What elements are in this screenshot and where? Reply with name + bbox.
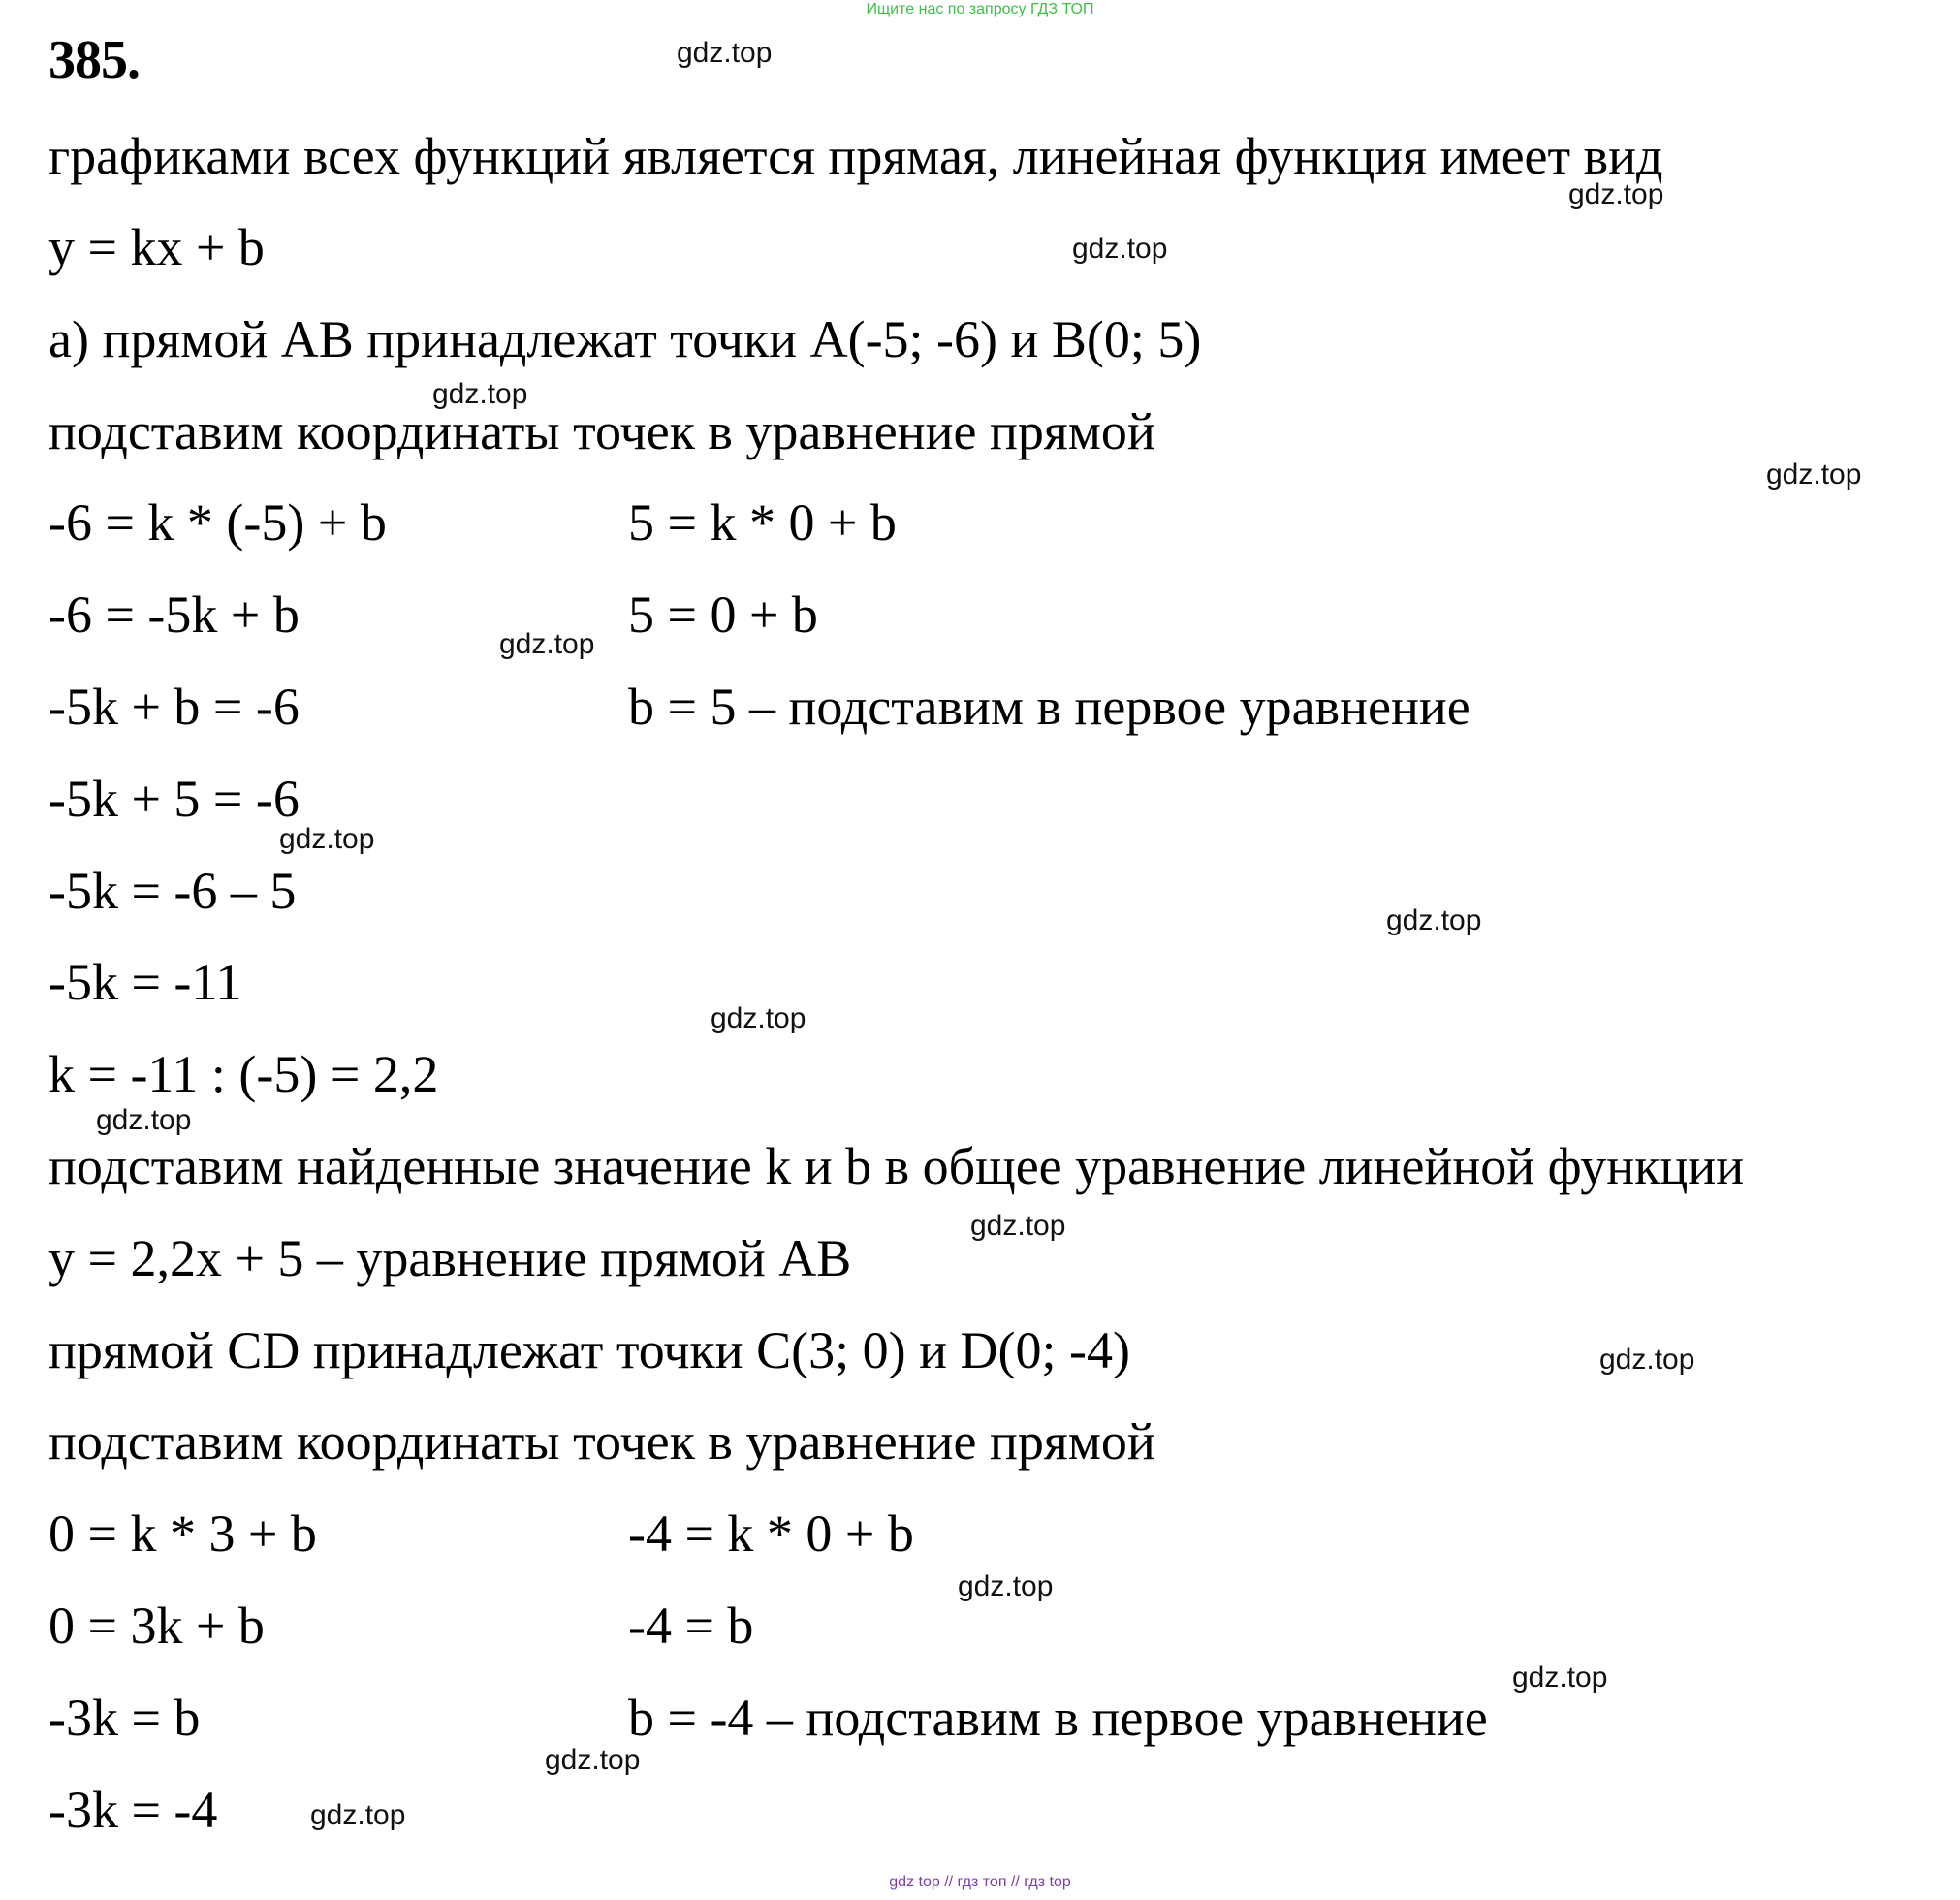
part-a-line: а) прямой AB принадлежат точки A(-5; -6) и B(0; 5) <box>48 310 1202 368</box>
ab-left-4: -5k + 5 = -6 <box>48 770 300 828</box>
substitute-line-1: подставим координаты точек в уравнение прямой <box>48 402 1155 460</box>
watermark: gdz.top <box>1512 1662 1608 1694</box>
watermark: gdz.top <box>1568 178 1664 210</box>
watermark: gdz.top <box>958 1570 1054 1602</box>
substitute-found-line: подставим найденные значение k и b в общее уравнение линейной функции <box>48 1137 1745 1195</box>
part-cd-line: прямой CD принадлежат точки C(3; 0) и D(0; -4) <box>48 1321 1130 1379</box>
watermark: gdz.top <box>279 823 375 855</box>
ab-left-3: -5k + b = -6 <box>48 678 300 736</box>
ab-left-2: -6 = -5k + b <box>48 586 300 644</box>
ab-right-3: b = 5 – подставим в первое уравнение <box>628 678 1470 736</box>
cd-left-1: 0 = k * 3 + b <box>48 1504 317 1563</box>
ab-left-7: k = -11 : (-5) = 2,2 <box>48 1045 439 1103</box>
watermark: gdz.top <box>711 1002 806 1034</box>
ab-result-line: y = 2,2x + 5 – уравнение прямой AB <box>48 1229 852 1287</box>
watermark: gdz.top <box>1766 459 1862 491</box>
ab-left-1: -6 = k * (-5) + b <box>48 493 387 552</box>
cd-right-1: -4 = k * 0 + b <box>628 1504 914 1563</box>
cd-right-3: b = -4 – подставим в первое уравнение <box>628 1689 1488 1747</box>
footer-note: gdz top // гдз топ // гдз top <box>889 1874 1071 1890</box>
watermark: gdz.top <box>1072 233 1168 265</box>
general-equation: y = kx + b <box>48 218 265 276</box>
ab-left-6: -5k = -11 <box>48 953 242 1011</box>
cd-left-4: -3k = -4 <box>48 1781 218 1839</box>
cd-left-3: -3k = b <box>48 1689 201 1747</box>
watermark: gdz.top <box>499 628 595 660</box>
ab-right-2: 5 = 0 + b <box>628 586 818 644</box>
problem-number: 385. <box>48 30 140 90</box>
watermark: gdz.top <box>1599 1344 1695 1376</box>
ab-right-1: 5 = k * 0 + b <box>628 493 897 552</box>
watermark: gdz.top <box>310 1799 406 1831</box>
watermark: gdz.top <box>677 37 773 69</box>
watermark: gdz.top <box>970 1210 1066 1242</box>
substitute-line-2: подставим координаты точек в уравнение прямой <box>48 1412 1155 1471</box>
cd-right-2: -4 = b <box>628 1597 754 1655</box>
watermark: gdz.top <box>1386 904 1482 936</box>
ab-left-5: -5k = -6 – 5 <box>48 862 297 920</box>
header-note: Ищите нас по запросу ГДЗ ТОП <box>866 1 1094 17</box>
watermark: gdz.top <box>545 1744 641 1776</box>
watermark: gdz.top <box>432 378 528 410</box>
intro-line: графиками всех функций является прямая, линейная функция имеет вид <box>48 127 1663 185</box>
cd-left-2: 0 = 3k + b <box>48 1597 265 1655</box>
watermark: gdz.top <box>96 1104 192 1136</box>
